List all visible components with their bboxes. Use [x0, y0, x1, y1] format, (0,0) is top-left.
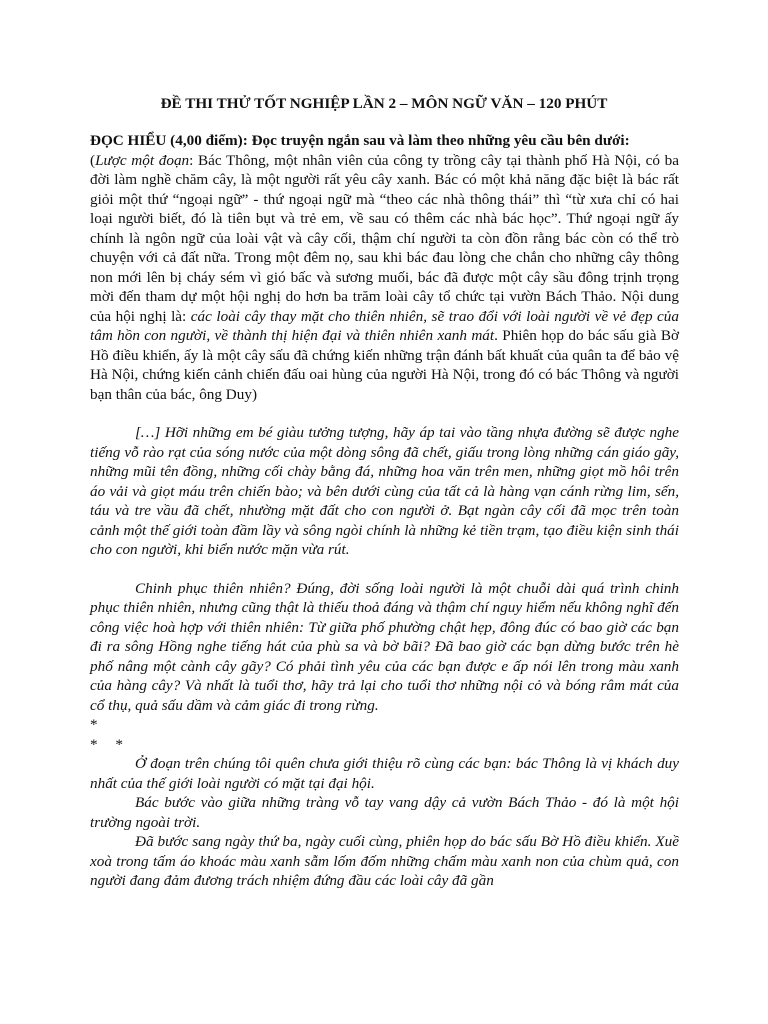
summary-text-2: . Phiên họp do bác sấu già Bờ Hồ điều khiển, ấy là một cây sấu đã chứng kiến những trận đánh bất khuất của quân ta để bảo vệ Hà Nội, chứng kiến cảnh chiến đấu oai hùng của người Hà Nội, trong đó có bác Thông và người bạn thân của bác, ông Duy) [90, 327, 679, 403]
excerpt-paragraph-2: Chinh phục thiên nhiên? Đúng, đời sống loài người là một chuỗi dài quá trình chinh phục thiên nhiên, nhưng cũng thật là thiếu thoả đáng và thậm chí nguy hiểm nếu không nghĩ đến công việc hoà hợp với thiên nhiên: Từ giữa phố phường chật hẹp, đông đúc có bao giờ các bạn đi ra sông Hồng nghe tiếng hát của phù sa và bờ bãi? Đã bao giờ các bạn dừng bước trên hè phố nâng một cành cây gãy? Có phải tình yêu của các bạn được e ấp nói lên trong màu xanh của hàng cây? Và nhất là tuổi thơ, hãy trả lại cho tuổi thơ những nội cỏ và bóng râm mát của cổ thụ, quả sấu dầm và cảm giác đi trong rừng. [90, 579, 679, 714]
spacer [90, 560, 679, 579]
excerpt-paragraph-3: Ở đoạn trên chúng tôi quên chưa giới thiệu rõ cùng các bạn: bác Thông là vị khách duy nhất của thế giới loài người có mặt tại đại hội. [90, 755, 679, 792]
paren-open: ( [90, 151, 96, 169]
section-separator-bottom: * * [90, 735, 123, 753]
document-body [90, 131, 679, 891]
spacer [90, 404, 679, 423]
excerpt-paragraph-5: Đã bước sang ngày thứ ba, ngày cuối cùng, phiên họp do bác sấu Bờ Hồ điều khiển. Xuề xoà trong tấm áo khoác màu xanh sẫm lốm đốm những chấm màu xanh non của chùm quả, con người đang đảm đương trách nhiệm đứng đầu các loài cây đã gần [90, 833, 679, 889]
excerpt-paragraph-1: […] Hỡi những em bé giàu tưởng tượng, hãy áp tai vào tầng nhựa đường sẽ được nghe tiếng vỗ rào rạt của sóng nước của một dòng sông đã chết, giấu trong lòng những cán giáo gãy, những mũi tên đồng, những cối chày bằng đá, những hoa văn trên men, những giọt mồ hôi trên áo vải và giọt máu trên chiến bào; và bên dưới cùng của tất cả là hàng vạn cánh rừng lim, sến, táu và tre vầu đã chết, nhường mặt đất cho con người ở. Bạt ngàn cây cối đã mọc trên toàn cảnh một thế giới toàn đầm lầy và sông ngòi chính là những kẻ tiền trạm, tạo điều kiện sinh thái cho con người, khi biển nước mặn vừa rút. [90, 424, 679, 558]
exam-title: ĐỀ THI THỬ TỐT NGHIỆP LẦN 2 – MÔN NGỮ VĂN – 120 PHÚT [160, 95, 608, 112]
reading-heading: ĐỌC HIỂU (4,00 điểm): Đọc truyện ngắn sau và làm theo những yêu cầu bên dưới: [90, 132, 630, 149]
summary-label: Lược một đoạn [95, 151, 190, 169]
summary-text-1: : Bác Thông, một nhân viên của công ty trồng cây tại thành phố Hà Nội, có ba đời làm nghề chăm cây, là một người rất yêu cây xanh. Bác có một khả năng đặc biệt là bác rất giỏi một thứ “ngoại ngữ” - thứ ngoại ngữ mà “theo các nhà thông thái” thì “từ xưa chỉ có hai loại người biết, đó là tiên bụt và trẻ em, về sau có thêm các nhà bác học”. Thứ ngoại ngữ ấy chính là ngôn ngữ của loài vật và cây cối, thậm chí người ta còn đồn rằng bác còn có thể trò chuyện với cả đất nữa. Trong một đêm nọ, sau khi bác đau lòng che chắn cho những cây thông non mới lên bị cháy sém vì gió bấc và sương muối, bác đã được một cây sầu đông trịnh trọng mời đến tham dự một hội nghị do hơn ba trăm loài cây tổ chức tại vườn Bách Thảo. Nội dung của hội nghị là: [90, 151, 679, 325]
reading-section [90, 131, 679, 404]
section-separator-top: * [90, 716, 98, 733]
excerpt-paragraph-4: Bác bước vào giữa những tràng vỗ tay vang dậy cả vườn Bách Thảo - đó là một hội trường ngoài trời. [90, 794, 679, 831]
summary-italic: các loài cây thay mặt cho thiên nhiên, sẽ trao đổi với loài người về vẻ đẹp của tâm hồn con người, về thành thị hiện đại và thiên nhiên xanh mát [90, 307, 679, 344]
